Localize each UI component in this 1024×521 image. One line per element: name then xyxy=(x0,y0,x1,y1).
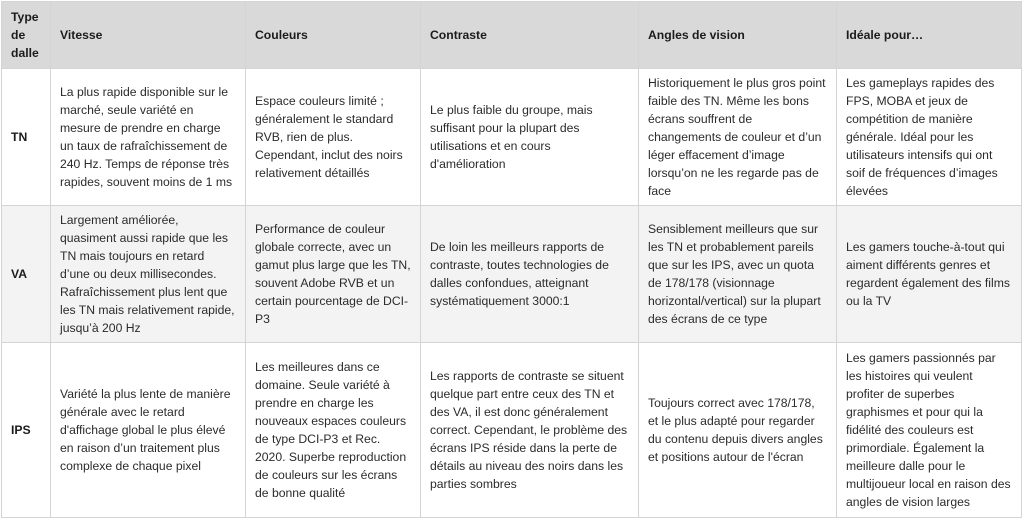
cell-vitesse: Largement améliorée, quasiment aussi rapide que les TN mais toujours en retard d’une ou deux millisecondes. Rafraîchissement plus lent que les TN mais relativement rapide, jusqu’à 200 Hz xyxy=(51,206,246,343)
header-couleurs: Couleurs xyxy=(246,2,421,69)
cell-angles: Historiquement le plus gros point faible des TN. Même les bons écrans souffrent de changements de couleur et d’un léger effacement d’image lorsqu’on ne les regarde pas de face xyxy=(639,69,837,206)
header-type-de-dalle: Type de dalle xyxy=(2,2,51,69)
cell-vitesse: La plus rapide disponible sur le marché, seule variété en mesure de prendre en charge un taux de rafraîchissement de 240 Hz. Temps de réponse très rapides, souvent moins de 1 ms xyxy=(51,69,246,206)
cell-angles: Sensiblement meilleurs que sur les TN et probablement pareils que sur les IPS, avec un quota de 178/178 (visionnage horizontal/vertical) sur la plupart des écrans de ce type xyxy=(639,206,837,343)
cell-type: TN xyxy=(2,69,51,206)
table-row-va xyxy=(2,206,1022,343)
header-ideale-pour: Idéale pour… xyxy=(837,2,1022,69)
header-angles-de-vision: Angles de vision xyxy=(639,2,837,69)
cell-type: IPS xyxy=(2,343,51,518)
cell-ideale: Les gamers passionnés par les histoires qui veulent profiter de superbes graphismes et pour qui la fidélité des couleurs est primordiale. Également la meilleure dalle pour le multijoueur local en raison des angles de vision larges xyxy=(837,343,1022,518)
cell-vitesse: Variété la plus lente de manière générale avec le retard d'affichage global le plus élevé en raison d’un traitement plus complexe de chaque pixel xyxy=(51,343,246,518)
panel-comparison-table xyxy=(1,1,1022,518)
cell-couleurs: Espace couleurs limité ; généralement le standard RVB, rien de plus. Cependant, inclut des noirs relativement détaillés xyxy=(246,69,421,206)
cell-type: VA xyxy=(2,206,51,343)
cell-contraste: Le plus faible du groupe, mais suffisant pour la plupart des utilisations et en cours d'amélioration xyxy=(421,69,639,206)
header-row xyxy=(2,2,1022,69)
cell-angles: Toujours correct avec 178/178, et le plus adapté pour regarder du contenu depuis divers angles et positions autour de l'écran xyxy=(639,343,837,518)
header-contraste: Contraste xyxy=(421,2,639,69)
table-row-tn xyxy=(2,69,1022,206)
header-vitesse: Vitesse xyxy=(51,2,246,69)
cell-contraste: De loin les meilleurs rapports de contraste, toutes technologies de dalles confondues, atteignant systématiquement 3000:1 xyxy=(421,206,639,343)
cell-couleurs: Les meilleures dans ce domaine. Seule variété à prendre en charge les nouveaux espaces couleurs de type DCI-P3 et Rec. 2020. Superbe reproduction de couleurs sur les écrans de bonne qualité xyxy=(246,343,421,518)
cell-couleurs: Performance de couleur globale correcte, avec un gamut plus large que les TN, souvent Adobe RVB et un certain pourcentage de DCI-P3 xyxy=(246,206,421,343)
cell-ideale: Les gameplays rapides des FPS, MOBA et jeux de compétition de manière générale. Idéal pour les utilisateurs intensifs qui ont soif de fréquences d’images élevées xyxy=(837,69,1022,206)
cell-ideale: Les gamers touche-à-tout qui aiment différents genres et regardent également des films ou la TV xyxy=(837,206,1022,343)
cell-contraste: Les rapports de contraste se situent quelque part entre ceux des TN et des VA, il est donc généralement correct. Cependant, le problème des écrans IPS réside dans la perte de détails au niveau des noirs dans les parties sombres xyxy=(421,343,639,518)
table-row-ips xyxy=(2,343,1022,518)
